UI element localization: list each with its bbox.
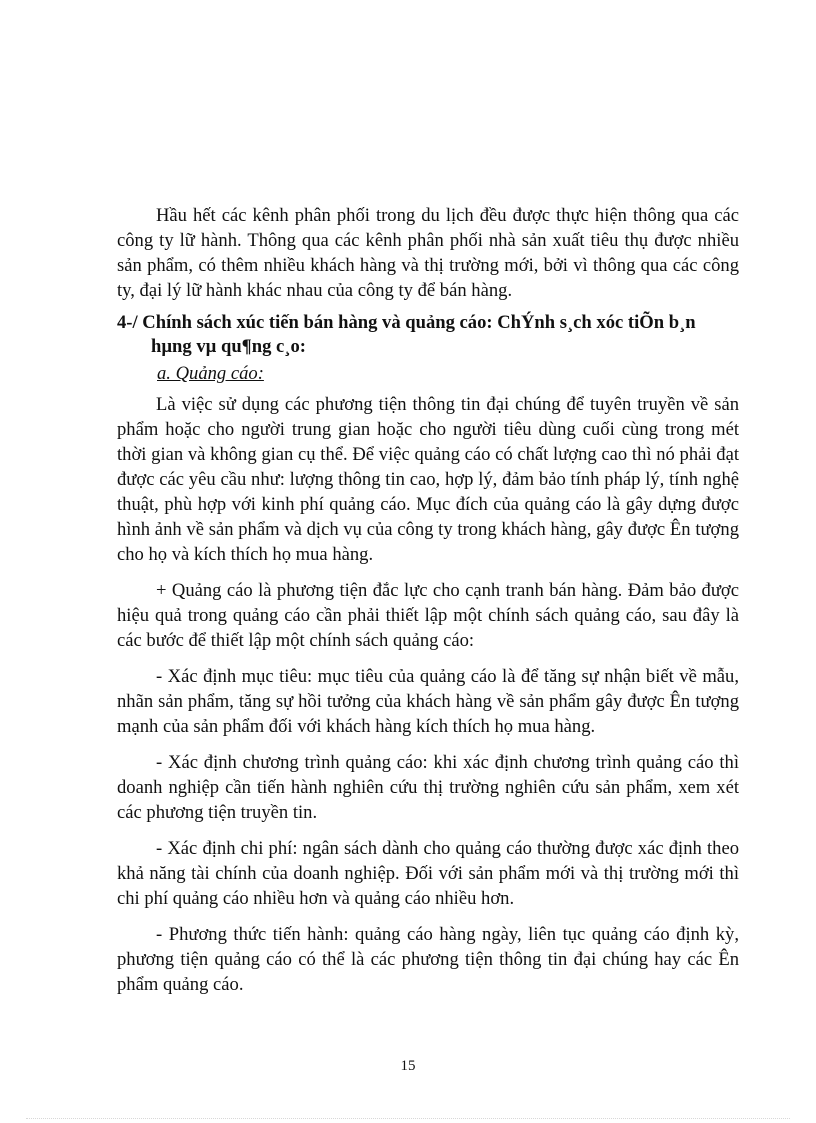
body-paragraph-method: - Phương thức tiến hành: quảng cáo hàng ngày, liên tục quảng cáo định kỳ, phương tiện quảng cáo có thể là các phương tiện thông tin đại chúng hay các Ên phẩm quảng cáo. bbox=[117, 924, 739, 995]
subheading-advertising: a. Quảng cáo: bbox=[157, 363, 264, 384]
page-content bbox=[117, 203, 739, 1008]
body-paragraph-objective: - Xác định mục tiêu: mục tiêu của quảng cáo là để tăng sự nhận biết về mẫu, nhãn sản phẩm, tăng sự hồi tưởng của khách hàng về sản phẩm gây được Ên tượng mạnh của sản phẩm đối với khách hàng kích thích họ mua hàng. bbox=[117, 666, 739, 737]
page-number: 15 bbox=[400, 1058, 416, 1074]
intro-paragraph: Hầu hết các kênh phân phối trong du lịch đều được thực hiện thông qua các công ty lữ hành. Thông qua các kênh phân phối nhà sản xuất tiêu thụ được nhiều sản phẩm, có thêm nhiều khách hàng và thị trường mới, bởi vì thông qua các công ty, đại lý lữ hành khác nhau của công ty để bán hàng. bbox=[117, 205, 739, 301]
body-paragraph-policy: + Quảng cáo là phương tiện đắc lực cho cạnh tranh bán hàng. Đảm bảo được hiệu quả trong quảng cáo cần phải thiết lập một chính sách quảng cáo, sau đây là các bước để thiết lập một chính sách quảng cáo: bbox=[117, 580, 739, 651]
page-bottom-divider bbox=[26, 1118, 790, 1119]
section-heading: 4-/ Chính sách xúc tiến bán hàng và quảng cáo: ChÝnh s¸ch xóc tiÕn b¸n hµng vµ qu¶ng c¸o: bbox=[117, 312, 696, 357]
body-paragraph-cost: - Xác định chi phí: ngân sách dành cho quảng cáo thường được xác định theo khả năng tài chính của doanh nghiệp. Đối với sản phẩm mới và thị trường mới thì chi phí quảng cáo nhiều hơn và quảng cáo nhiều hơn. bbox=[117, 838, 739, 909]
body-paragraph-program: - Xác định chương trình quảng cáo: khi xác định chương trình quảng cáo thì doanh nghiệp cần tiến hành nghiên cứu thị trường nghiên cứu sản phẩm, xem xét các phương tiện truyền tin. bbox=[117, 752, 739, 823]
body-paragraph-definition: Là việc sử dụng các phương tiện thông tin đại chúng để tuyên truyền về sản phẩm hoặc cho người trung gian hoặc cho người tiêu dùng cuối cùng trong mét thời gian và không gian cụ thể. Để việc quảng cáo có chất lượng cao thì nó phải đạt được các yêu cầu như: lượng thông tin cao, hợp lý, đảm bảo tính pháp lý, tính nghệ thuật, phù hợp với kinh phí quảng cáo. Mục đích của quảng cáo là gây dựng được hình ảnh về sản phẩm và dịch vụ của công ty trong khách hàng, gây được Ên tượng cho họ và kích thích họ mua hàng. bbox=[117, 394, 739, 565]
